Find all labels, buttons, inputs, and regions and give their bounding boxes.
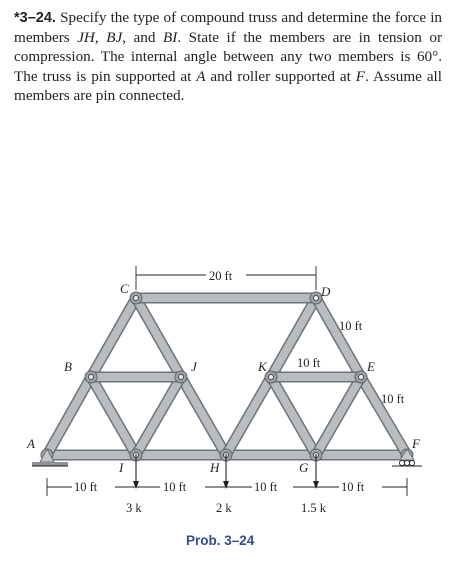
joint-e-pin — [358, 374, 363, 379]
member-ef — [361, 377, 407, 455]
problem-text-part: F — [355, 67, 366, 85]
joint-d-pin — [313, 295, 318, 300]
dimension-bottom-2: 10 ft — [163, 480, 187, 494]
figure-caption: Prob. 3–24 — [186, 533, 255, 548]
label-f: F — [412, 436, 420, 451]
load-h-label: 2 k — [216, 501, 232, 515]
label-i: I — [119, 460, 124, 475]
label-k: K — [258, 359, 267, 374]
label-g: G — [299, 460, 309, 475]
dimension-de-label: 10 ft — [339, 319, 363, 333]
joint-j-pin — [178, 374, 183, 379]
problem-text-part: , and — [122, 29, 164, 47]
member-cj — [136, 298, 181, 377]
problem-text-part: . State if the members are in tension or compression. The internal angle between any two members is 60°. The truss is pin supported at — [14, 29, 443, 85]
dimension-bottom-3: 10 ft — [254, 480, 278, 494]
member-hk — [226, 377, 271, 455]
problem-text-part: Specify the type of compound truss and determine the force in members — [14, 9, 443, 47]
problem-text-part: BI — [163, 29, 178, 47]
label-a: A — [27, 436, 35, 451]
problem-number: *3–24. — [14, 10, 56, 26]
label-e: E — [367, 359, 375, 374]
joint-b-pin — [88, 374, 93, 379]
member-bc — [91, 298, 136, 377]
label-c: C — [120, 281, 129, 296]
problem-text-part: . Assume all members are pin connected. — [14, 67, 442, 104]
member-jh — [181, 377, 226, 455]
member-ge — [316, 377, 361, 455]
problem-text-part: and roller supported at — [205, 67, 356, 85]
label-b: B — [64, 359, 72, 374]
member-ij — [136, 377, 181, 455]
member-ab — [47, 377, 91, 455]
label-j: J — [191, 359, 197, 374]
label-d: D — [321, 284, 331, 299]
member-de — [316, 298, 361, 377]
problem-text-part: BJ — [106, 29, 123, 47]
load-i-label: 3 k — [126, 501, 142, 515]
load-g-label: 1.5 k — [301, 501, 326, 515]
joint-c-pin — [133, 295, 138, 300]
label-h: H — [210, 460, 220, 475]
problem-text-part: JH — [77, 29, 95, 47]
dimension-top-label: 20 ft — [209, 269, 233, 283]
member-bi — [91, 377, 136, 455]
dimension-inner-label: 10 ft — [297, 356, 321, 370]
problem-text-part: , — [94, 29, 107, 47]
problem-text-part: A — [196, 67, 206, 85]
truss-pins — [41, 292, 413, 461]
dimension-bottom-4: 10 ft — [341, 480, 365, 494]
member-kg — [271, 377, 316, 455]
dimension-bottom-1: 10 ft — [74, 480, 98, 494]
joint-k-pin — [268, 374, 273, 379]
dimension-ef-label: 10 ft — [381, 392, 405, 406]
